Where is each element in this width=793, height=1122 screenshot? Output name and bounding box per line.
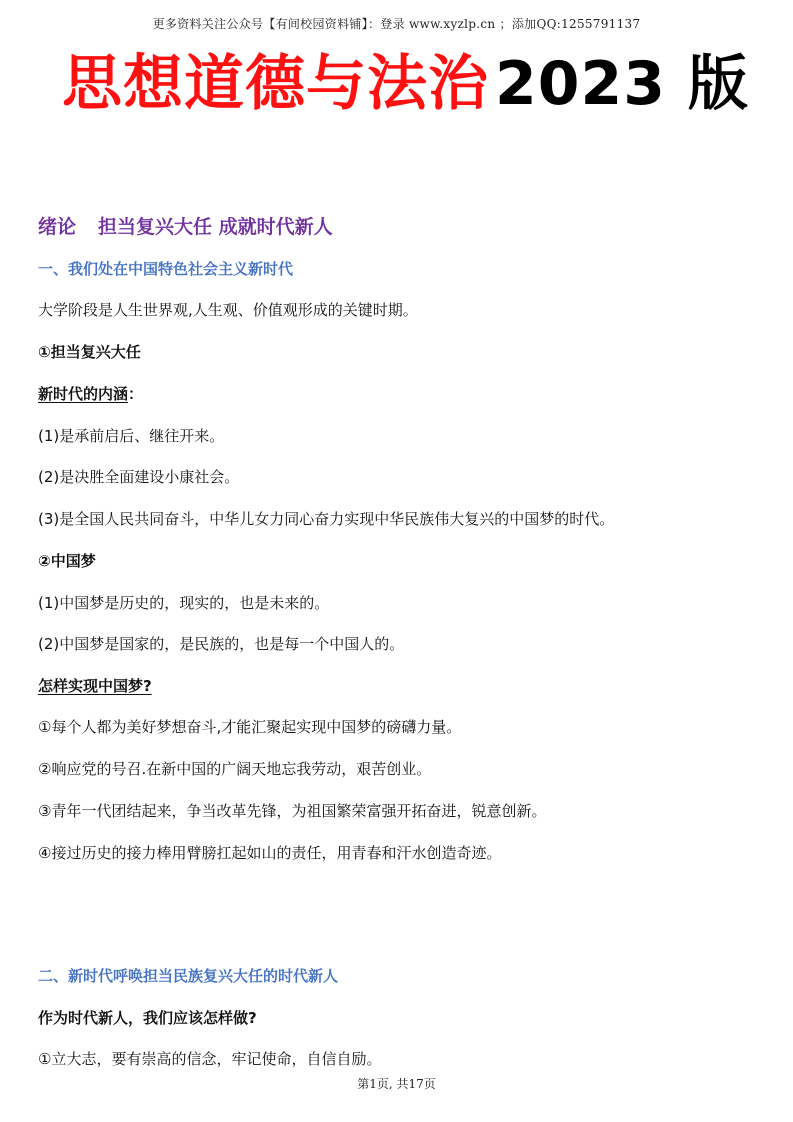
page-header: 更多资料关注公众号【有间校园资料铺】：登录 www.xyzlp.cn ；添加QQ:1255791137 <box>152 17 641 31</box>
list-item: (2)中国梦是国家的，是民族的，也是每一个中国人的。 <box>38 635 405 653</box>
connotation-heading-colon: ： <box>128 385 144 403</box>
subheading-chinese-dream: ②中国梦 <box>38 552 96 570</box>
chapter-label: 绪论 <box>38 216 77 238</box>
title-version: 2023 版 <box>495 49 749 119</box>
list-item: (3)是全国人民共同奋斗，中华儿女力同心奋力实现中华民族伟大复兴的中国梦的时代。 <box>38 510 615 528</box>
connotation-heading-text: 新时代的内涵 <box>38 385 129 403</box>
subheading-rejuvenation: ①担当复兴大任 <box>38 343 141 361</box>
document-title <box>62 44 749 124</box>
list-item: (2)是决胜全面建设小康社会。 <box>38 468 240 486</box>
list-item: ③青年一代团结起来，争当改革先锋，为祖国繁荣富强开拓奋进，锐意创新。 <box>38 802 547 820</box>
question-heading: 作为时代新人，我们应该怎样做? <box>38 1009 257 1027</box>
section-heading-1: 一、我们处在中国特色社会主义新时代 <box>38 260 294 278</box>
list-item: (1)中国梦是历史的，现实的，也是未来的。 <box>38 594 330 612</box>
connotation-heading <box>38 383 143 404</box>
list-item: (1)是承前启后、继往开来。 <box>38 427 225 445</box>
how-heading <box>38 675 152 696</box>
title-main: 思想道德与法治 <box>62 49 489 119</box>
page-footer: 第1页, 共17页 <box>357 1077 436 1091</box>
list-item: ①每个人都为美好梦想奋斗,才能汇聚起实现中国梦的磅礴力量。 <box>38 718 462 736</box>
chapter-heading <box>38 212 333 239</box>
section-heading-2: 二、新时代呼唤担当民族复兴大任的时代新人 <box>38 967 339 985</box>
intro-paragraph: 大学阶段是人生世界观,人生观、价值观形成的关键时期。 <box>38 301 418 319</box>
list-item: ④接过历史的接力棒用臂膀扛起如山的责任，用青春和汗水创造奇迹。 <box>38 844 502 862</box>
list-item: ①立大志，要有崇高的信念，牢记使命，自信自励。 <box>38 1050 382 1068</box>
chapter-title: 担当复兴大任 成就时代新人 <box>98 216 333 238</box>
list-item: ②响应党的号召.在新中国的广阔天地忘我劳动，艰苦创业。 <box>38 760 432 778</box>
how-heading-text: 怎样实现中国梦? <box>38 677 152 695</box>
